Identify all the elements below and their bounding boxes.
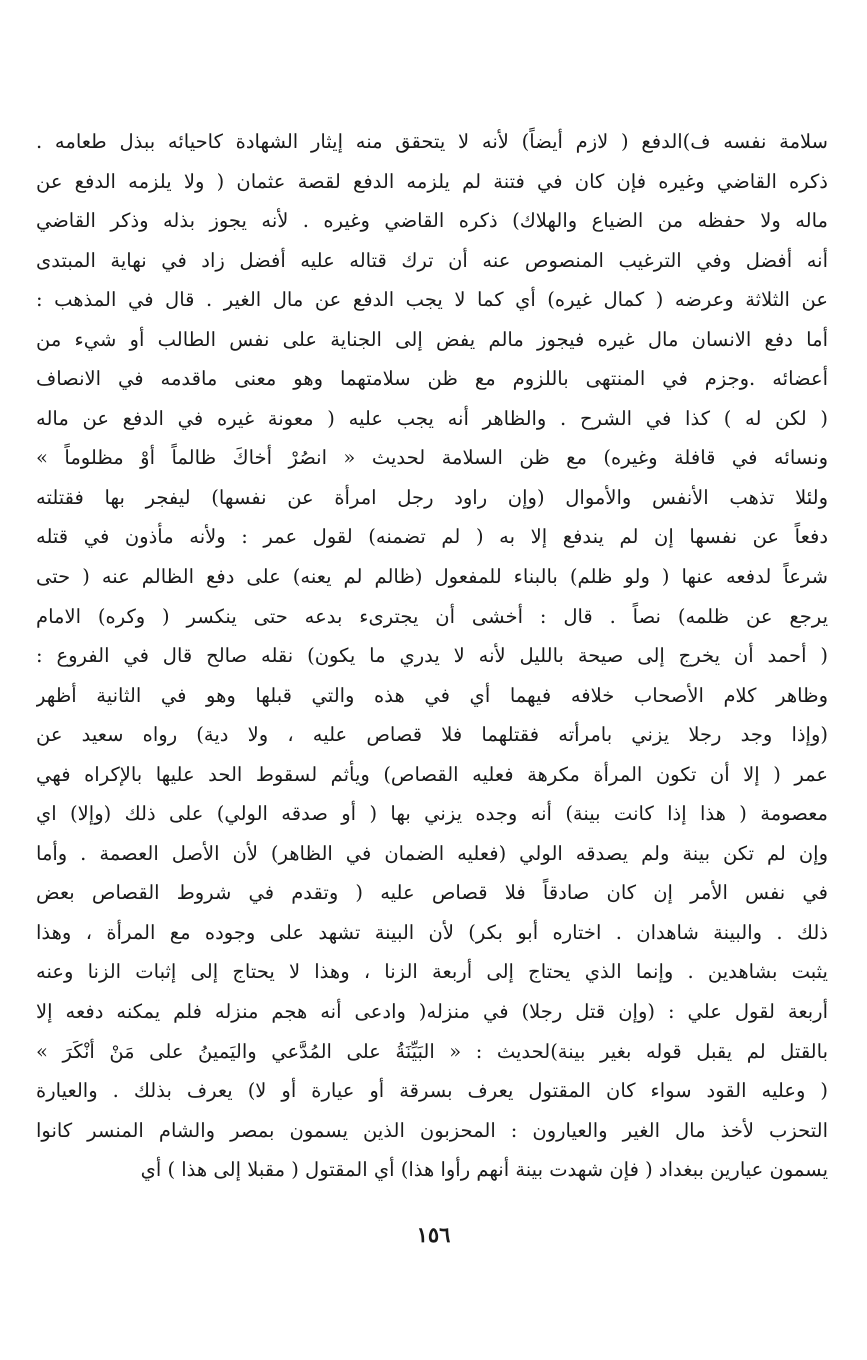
- text-line: ذكره القاضي وغيره فإن كان في فتنة لم يلزمه الدفع لقصة عثمان ( ولا يلزمه الدفع عن: [36, 169, 828, 193]
- text-line: أعضائه .وجزم في المنتهى باللزوم مع ظن سلامتهما وهو معنى ماقدمه في الانصاف: [36, 367, 828, 391]
- text-line: في نفس الأمر إن كان صادقاً فلا قصاص عليه ( وتقدم في شروط القصاص بعض: [36, 881, 828, 905]
- text-line: عن الثلاثة وعرضه ( كمال غيره) أي كما لا يجب الدفع عن مال الغير . قال في المذهب :: [36, 288, 828, 312]
- text-line: عمر ( إلا أن تكون المرأة مكرهة فعليه القصاص) ويأثم لسقوط الحد عليها بالإكراه فهي: [36, 762, 828, 786]
- text-line: يرجع عن ظلمه) نصاً . قال : أخشى أن يجترىء بدعه حتى ينكسر ( وكره) الامام: [36, 604, 828, 628]
- text-line: ولئلا تذهب الأنفس والأموال (وإن راود رجل امرأة عن نفسها) ليفجر بها فقتلته: [36, 485, 828, 509]
- text-body: [36, 122, 828, 1190]
- text-line: يسمون عيارين ببغداد ( فإن شهدت بينة أنهم رأوا هذا) أي المقتول ( مقبلا إلى هذا ) أي: [140, 1158, 828, 1182]
- page-number: ١٥٦: [416, 1222, 451, 1247]
- text-line: شرعاً لدفعه عنها ( ولو ظلم) بالبناء للمفعول (ظالم لم يعنه) على دفع الظالم عنه ( حتى: [36, 565, 828, 589]
- text-line: ( وعليه القود سواء كان المقتول يعرف بسرقة أو عيارة أو لا) يعرف بذلك . والعيارة: [36, 1079, 828, 1103]
- text-line: أربعة لقول علي : (وإن قتل رجلا) في منزله( وادعى أنه هجم منزله فلم يمكنه دفعه إلا: [36, 1000, 828, 1024]
- text-line: سلامة نفسه ف)الدفع ( لازم أيضاً) لأنه لا يتحقق منه إيثار الشهادة كاحيائه ببذل طعامه .: [36, 130, 828, 153]
- text-line: يثبت بشاهدين . وإنما الذي يحتاج إلى أربعة الزنا ، وهذا لا يحتاج إلى إثبات الزنا وعنه: [36, 960, 828, 984]
- text-line: ( أحمد أن يخرج إلى صيحة بالليل لأنه لا يدري ما يكون) نقله صالح قال في الفروع :: [36, 644, 828, 668]
- text-line: وإن لم تكن بينة ولم يصدقه الولي (فعليه الضمان في الظاهر) لأن الأصل العصمة . وأما: [36, 841, 828, 865]
- text-line: أما دفع الانسان مال غيره فيجوز مالم يفض إلى الجناية على نفس الطالب أو شيء من: [36, 327, 828, 351]
- text-line: (وإذا وجد رجلا يزني بامرأته فقتلهما فلا قصاص عليه ، ولا دية) رواه سعيد عن: [36, 723, 828, 747]
- text-line: ونسائه في قافلة وغيره) مع ظن السلامة لحديث « انصُرْ أخاكَ ظالماً أوْ مظلوماً »: [36, 446, 828, 470]
- text-line: معصومة ( هذا إذا كانت بينة) أنه وجده يزني بها ( أو صدقه الولي) على ذلك (وإلا) اي: [36, 802, 828, 826]
- text-line: أنه أفضل وفي الترغيب المنصوص عنه أن ترك قتاله عليه أفضل زاد في نهاية المبتدى: [36, 248, 828, 272]
- text-line: وظاهر كلام الأصحاب خلافه فيهما أي في هذه والتي قبلها وهو في الثانية أظهر: [36, 683, 828, 707]
- text-line: ذلك . والبينة شاهدان . اختاره أبو بكر) لأن البينة تشهد على وجوده مع المرأة ، وهذا: [36, 920, 828, 944]
- text-line: دفعاً عن نفسها إن لم يندفع إلا به ( لم تضمنه) لقول عمر : ولأنه مأذون في قتله: [36, 525, 828, 549]
- text-line: بالقتل لم يقبل قوله بغير بينة)لحديث : « البَيِّنَةُ على المُدَّعي واليَمينُ على مَنْ أنْكَرَ »: [36, 1039, 828, 1063]
- text-line: ماله ولا حفظه من الضياع والهلاك) ذكره القاضي وغيره . لأنه يجوز بذله وذكر القاضي: [36, 209, 828, 233]
- text-line: التحزب لأخذ مال الغير والعيارون : المحزبون الذين يسمون بمصر والشام المنسر كانوا: [36, 1118, 828, 1142]
- text-line: ( لكن له ) كذا في الشرح . والظاهر أنه يجب عليه ( معونة غيره في الدفع عن ماله: [36, 406, 828, 430]
